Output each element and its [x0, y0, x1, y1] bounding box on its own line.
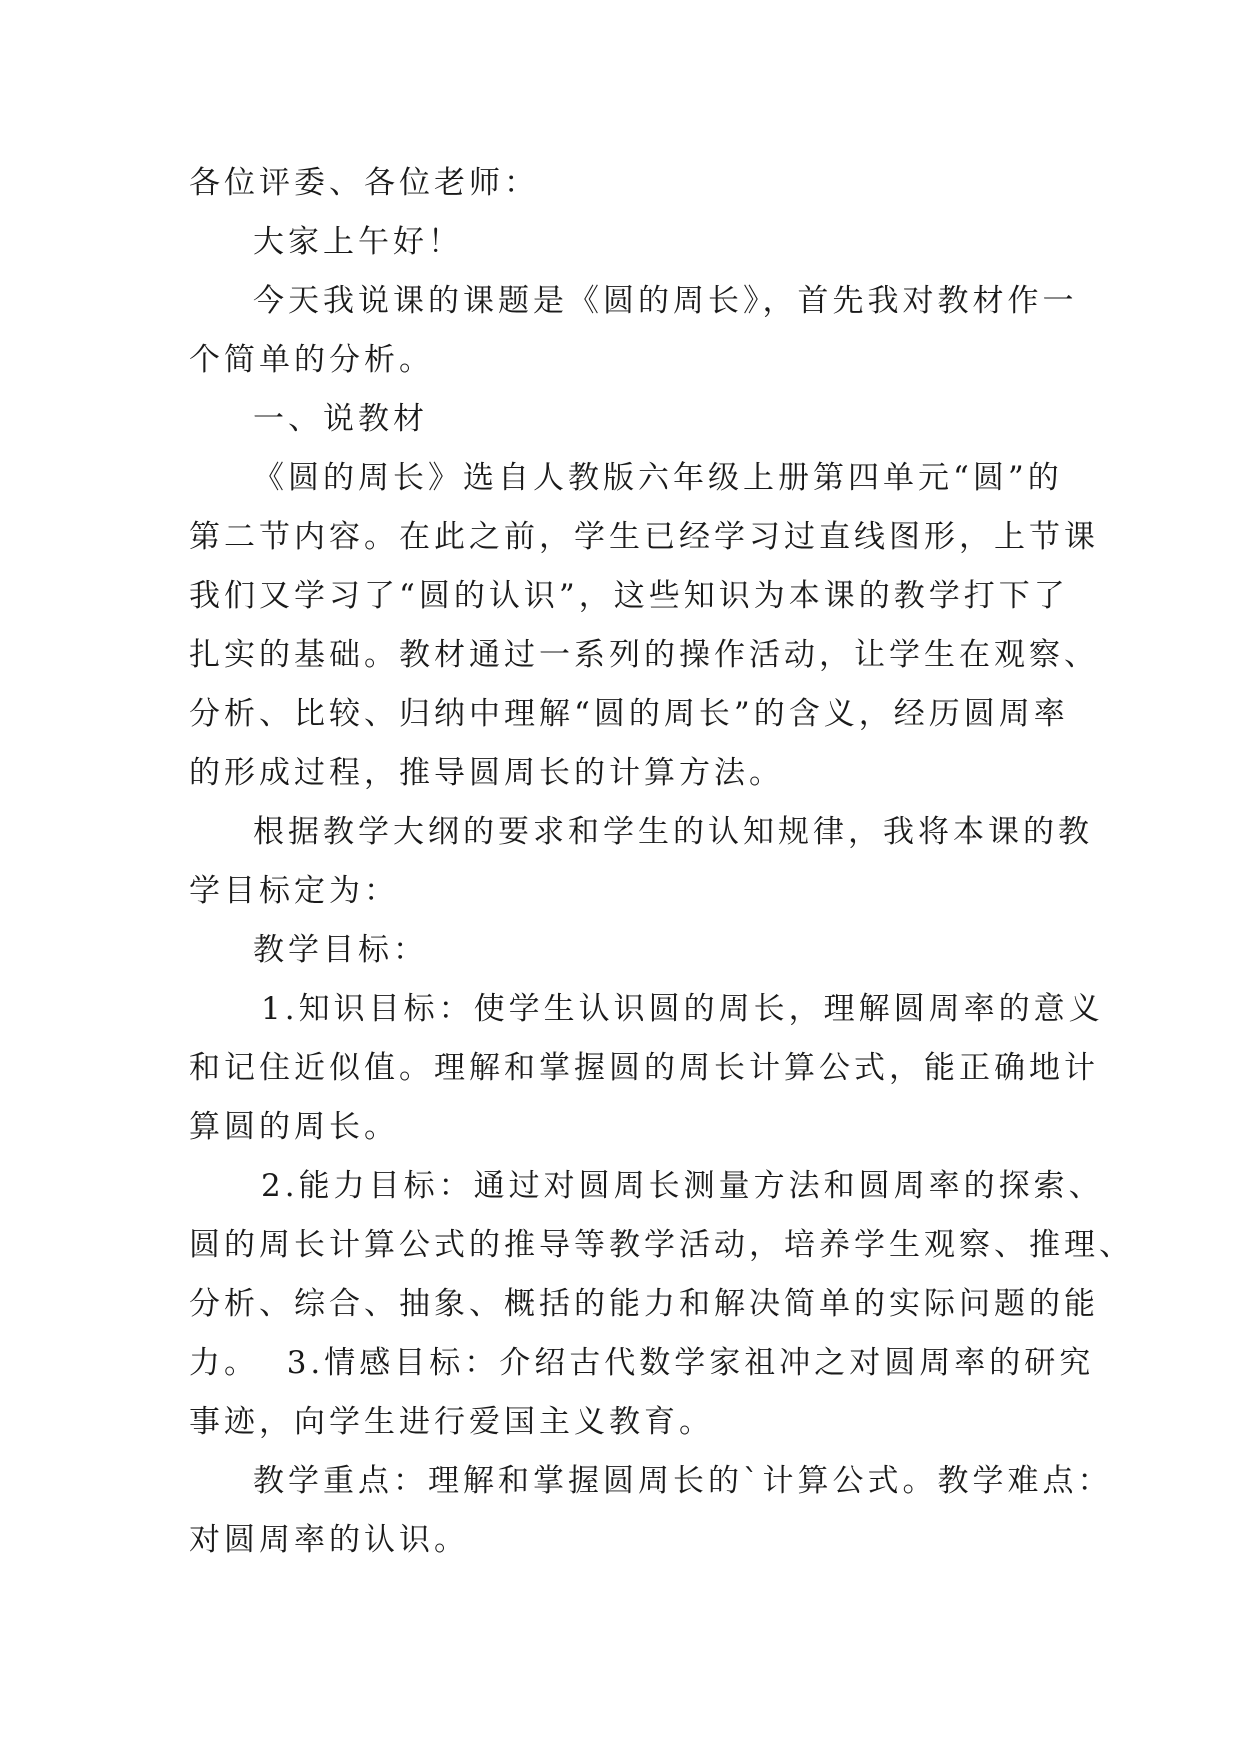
subheading: 教学目标：	[253, 932, 428, 968]
numbered-item: 1.知识目标：使学生认识圆的周长，理解圆周率的意义	[261, 991, 1104, 1027]
text-line: 对圆周率的认识。	[189, 1522, 469, 1558]
text-line: 扎实的基础。教材通过一系列的操作活动，让学生在观察、	[189, 637, 1099, 673]
text-line: 第二节内容。在此之前，学生已经学习过直线图形，上节课	[189, 519, 1099, 555]
text-line: 算圆的周长。	[189, 1109, 399, 1145]
text-line: 根据教学大纲的要求和学生的认知规律，我将本课的教	[253, 814, 1093, 850]
text-line: 力。 3.情感目标：介绍古代数学家祖冲之对圆周率的研究	[189, 1345, 1095, 1381]
text-line: 教学重点：理解和掌握圆周长的`计算公式。教学难点：	[253, 1463, 1113, 1499]
text-line: 分析、综合、抽象、概括的能力和解决简单的实际问题的能	[189, 1286, 1099, 1322]
numbered-item: 2.能力目标：通过对圆周长测量方法和圆周率的探索、	[261, 1168, 1104, 1204]
salutation: 各位评委、各位老师：	[189, 165, 539, 201]
section-heading: 一、说教材	[253, 401, 428, 437]
text-line: 《圆的周长》选自人教版六年级上册第四单元“圆”的	[253, 460, 1063, 496]
text-line: 我们又学习了“圆的认识”，这些知识为本课的教学打下了	[189, 578, 1069, 614]
document-body	[189, 154, 1134, 1570]
text-line: 圆的周长计算公式的推导等教学活动，培养学生观察、推理、	[189, 1227, 1134, 1263]
text-line: 学目标定为：	[189, 873, 399, 909]
text-line: 和记住近似值。理解和掌握圆的周长计算公式，能正确地计	[189, 1050, 1099, 1086]
text-line: 分析、比较、归纳中理解“圆的周长”的含义，经历圆周率	[189, 696, 1069, 732]
text-line: 的形成过程，推导圆周长的计算方法。	[189, 755, 784, 791]
text-line: 事迹，向学生进行爱国主义教育。	[189, 1404, 714, 1440]
greeting: 大家上午好！	[253, 224, 463, 260]
text-line: 今天我说课的课题是《圆的周长》，首先我对教材作一	[253, 283, 1078, 319]
text-line: 个简单的分析。	[189, 342, 434, 378]
